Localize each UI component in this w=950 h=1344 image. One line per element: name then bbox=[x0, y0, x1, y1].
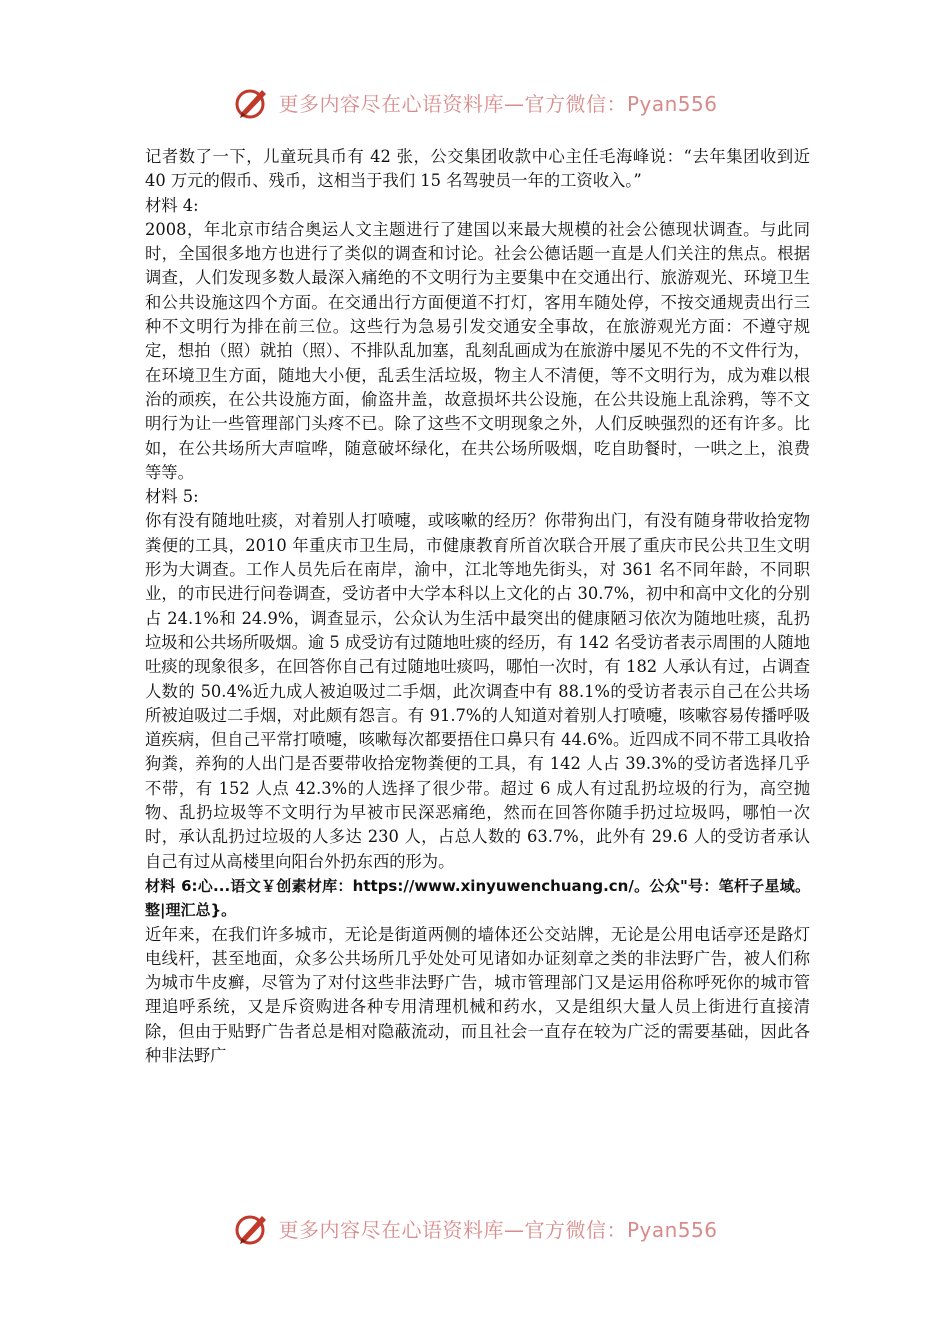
banner-text: 更多内容尽在心语资料库—官方微信：Pyan556 bbox=[278, 91, 718, 116]
paragraph-material-6: 近年来，在我们许多城市，无论是街道两侧的墙体还公交站牌，无论是公用电话亭还是路灯电线杆，甚至地面，众多公共场所几乎处处可见诸如办证刻章之类的非法野广告，被人们称为城市牛皮癣，尽管为了对付这些非法野广告，城市管理部门又是运用俗称呼死你的城市管理追呼系统，又是斥资购进各种专用清理机械和药水，又是组织大量人员上街进行直接清除，但由于贴野广告者总是相对隐蔽流动，而且社会一直存在较为广泛的需要基础，因此各种非法野广 bbox=[145, 924, 810, 1065]
material-5-label: 材料 5: bbox=[145, 487, 199, 507]
pen-logo-icon bbox=[232, 82, 272, 122]
document-body bbox=[145, 145, 810, 1068]
pen-logo-icon bbox=[232, 1208, 272, 1248]
footer-banner bbox=[0, 1208, 950, 1248]
paragraph-intro: 记者数了一下，儿童玩具币有 42 张，公交集团收款中心主任毛海峰说：“去年集团收到近 40 万元的假币、残币，这相当于我们 15 名驾驶员一年的工资收入。” bbox=[145, 147, 810, 191]
material-4-label: 材料 4: bbox=[145, 195, 199, 215]
header-banner bbox=[0, 82, 950, 122]
banner-text: 更多内容尽在心语资料库—官方微信：Pyan556 bbox=[278, 1217, 718, 1242]
paragraph-material-4: 2008，年北京市结合奥运人文主题进行了建国以来最大规模的社会公德现状调查。与此同时，全国很多地方也进行了类似的调查和讨论。社会公德话题一直是人们关注的焦点。根据调查，人们发现多数人最深入痛绝的不文明行为主要集中在交通出行、旅游观光、环境卫生和公共设施这四个方面。在交通出行方面便道不打灯，客用车随处停，不按交通规责出行三种不文明行为排在前三位。这些行为急易引发交通安全事故，在旅游观光方面：不遵守规定，想拍（照）就拍（照）、不排队乱加塞，乱刻乱画成为在旅游中屡见不先的不文件行为，在环境卫生方面，随地大小便，乱丢生活垃圾，物主人不清便，等不文明行为，成为难以根治的顽疾，在公共设施方面，偷盗井盖，故意损坏共公设施，在公共设施上乱涂鸦，等不文明行为让一些管理部门头疼不已。除了这些不文明现象之外，人们反映强烈的还有许多。比如，在公共场所大声喧哗，随意破坏绿化，在共公场所吸烟，吃自助餐时，一哄之上，浪费等等。 bbox=[145, 219, 810, 482]
paragraph-material-5: 你有没有随地吐痰，对着别人打喷嚏，或咳嗽的经历？你带狗出门，有没有随身带收拾宠物粪便的工具，2010 年重庆市卫生局，市健康教育所首次联合开展了重庆市民公共卫生文明形为大调查。工作人员先后在南岸，渝中，江北等地先街头，对 361 名不同年龄，不同职业，的市民进行问卷调查，受访者中大学本科以上文化的占 30.7%，初中和高中文化的分别占 24.1%和 24.9%，调查显示，公众认为生活中最突出的健康陋习依次为随地吐痰，乱扔垃圾和公共场所吸烟。逾 5 成受访有过随地吐痰的经历，有 142 名受访者表示周围的人随地吐痰的现象很多，在回答你自己有过随地吐痰吗，哪怕一次时，有 182 人承认有过，占调查人数的 50.4%近九成人被迫吸过二手烟，此次调查中有 88.1%的受访者表示自己在公共场所被迫吸过二手烟，对此颇有怨言。有 91.7%的人知道对着别人打喷嚏，咳嗽容易传播呼吸道疾病，但自己平常打喷嚏，咳嗽每次都要捂住口鼻只有 44.6%。近四成不同不带工具收拾狗粪，养狗的人出门是否要带收拾宠物粪便的工具，有 142 人占 39.3%的受访者选择几乎不带，有 152 人点 42.3%的人选择了很少带。超过 6 成人有过乱扔垃圾的行为，高空抛物、乱扔垃圾等不文明行为早被市民深恶痛绝，然而在回答你随手扔过垃圾吗，哪怕一次时，承认乱扔过垃圾的人多达 230 人，占总人数的 63.7%，此外有 29.6 人的受访者承认自己有过从高楼里向阳台外扔东西的形为。 bbox=[145, 511, 810, 871]
material-6-label: 材料 6:心...语文￥创素材库：https://www.xinyuwenchuang.cn/。公众"号：笔杆子星域。整|理汇总}。 bbox=[145, 876, 810, 920]
